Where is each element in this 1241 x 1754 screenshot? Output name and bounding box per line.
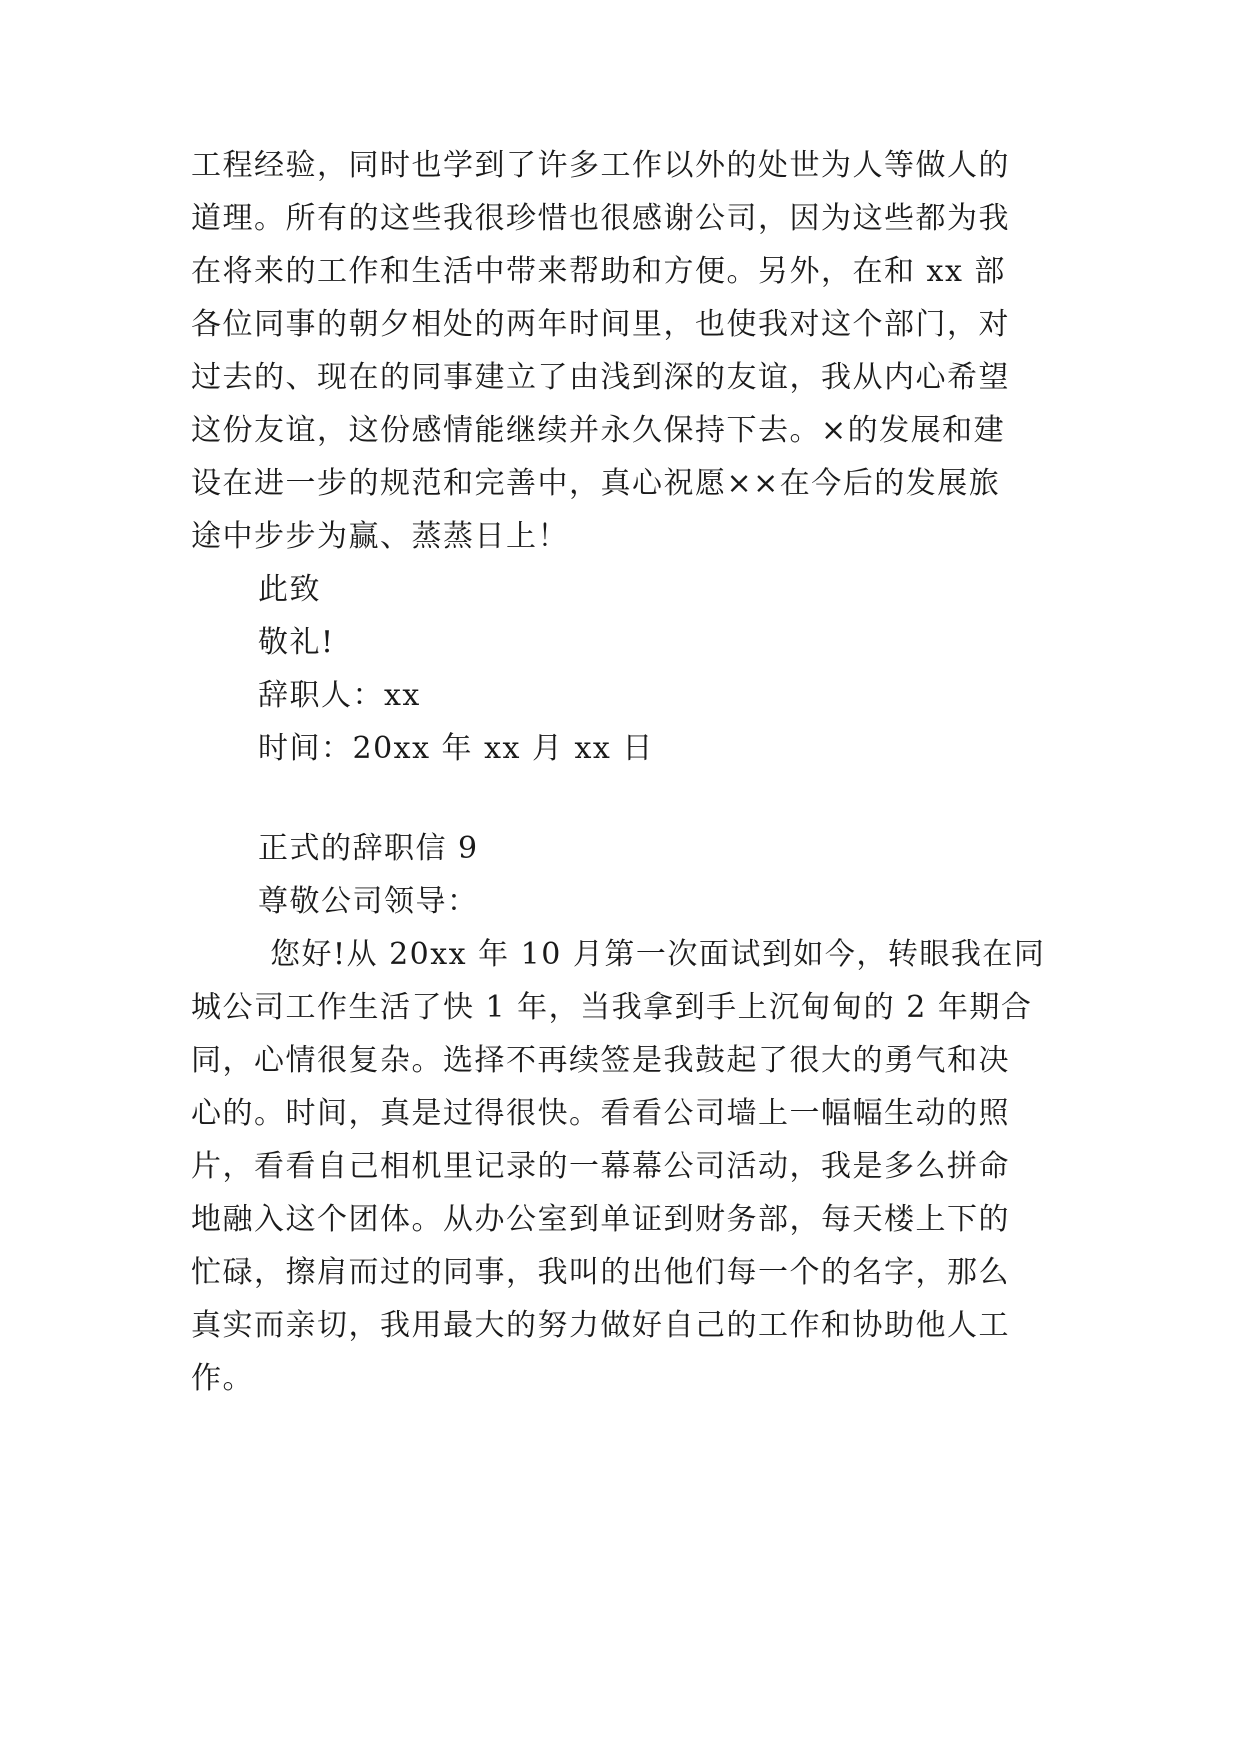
paragraph-line: 过去的、现在的同事建立了由浅到深的友谊，我从内心希望 xyxy=(191,360,1010,395)
paragraph-line: 在将来的工作和生活中带来帮助和方便。另外，在和 xx 部 xyxy=(191,254,1006,289)
section-title: 正式的辞职信 9 xyxy=(258,831,479,866)
paragraph-line: 地融入这个团体。从办公室到单证到财务部，每天楼上下的 xyxy=(191,1202,1010,1237)
signer-line: 辞职人：xx xyxy=(258,678,421,713)
paragraph-line: 这份友谊，这份感情能继续并永久保持下去。×的发展和建 xyxy=(191,413,1006,448)
paragraph-line: 途中步步为赢、蒸蒸日上！ xyxy=(191,519,569,554)
paragraph-line: 道理。所有的这些我很珍惜也很感谢公司，因为这些都为我 xyxy=(191,201,1010,236)
paragraph-line: 设在进一步的规范和完善中，真心祝愿××在今后的发展旅 xyxy=(191,466,1001,501)
date-line: 时间：20xx 年 xx 月 xx 日 xyxy=(258,731,654,766)
paragraph-line: 心的。时间，真是过得很快。看看公司墙上一幅幅生动的照 xyxy=(191,1096,1010,1131)
paragraph-line: 工程经验，同时也学到了许多工作以外的处世为人等做人的 xyxy=(191,148,1010,183)
paragraph-first-line: 您好!从 20xx 年 10 月第一次面试到如今，转眼我在同 xyxy=(270,937,1046,972)
paragraph-line: 同，心情很复杂。选择不再续签是我鼓起了很大的勇气和决 xyxy=(191,1043,1010,1078)
greeting: 尊敬公司领导： xyxy=(258,884,479,919)
paragraph-line: 城公司工作生活了快 1 年，当我拿到手上沉甸甸的 2 年期合 xyxy=(191,990,1033,1025)
paragraph-line: 真实而亲切，我用最大的努力做好自己的工作和协助他人工 xyxy=(191,1308,1010,1343)
paragraph-line: 作。 xyxy=(191,1361,254,1396)
paragraph-line: 各位同事的朝夕相处的两年时间里，也使我对这个部门，对 xyxy=(191,307,1010,342)
paragraph-line: 忙碌，擦肩而过的同事，我叫的出他们每一个的名字，那么 xyxy=(191,1255,1010,1290)
salutation: 敬礼! xyxy=(258,625,335,660)
closing-phrase: 此致 xyxy=(258,572,321,607)
paragraph-line: 片，看看自己相机里记录的一幕幕公司活动，我是多么拼命 xyxy=(191,1149,1010,1184)
